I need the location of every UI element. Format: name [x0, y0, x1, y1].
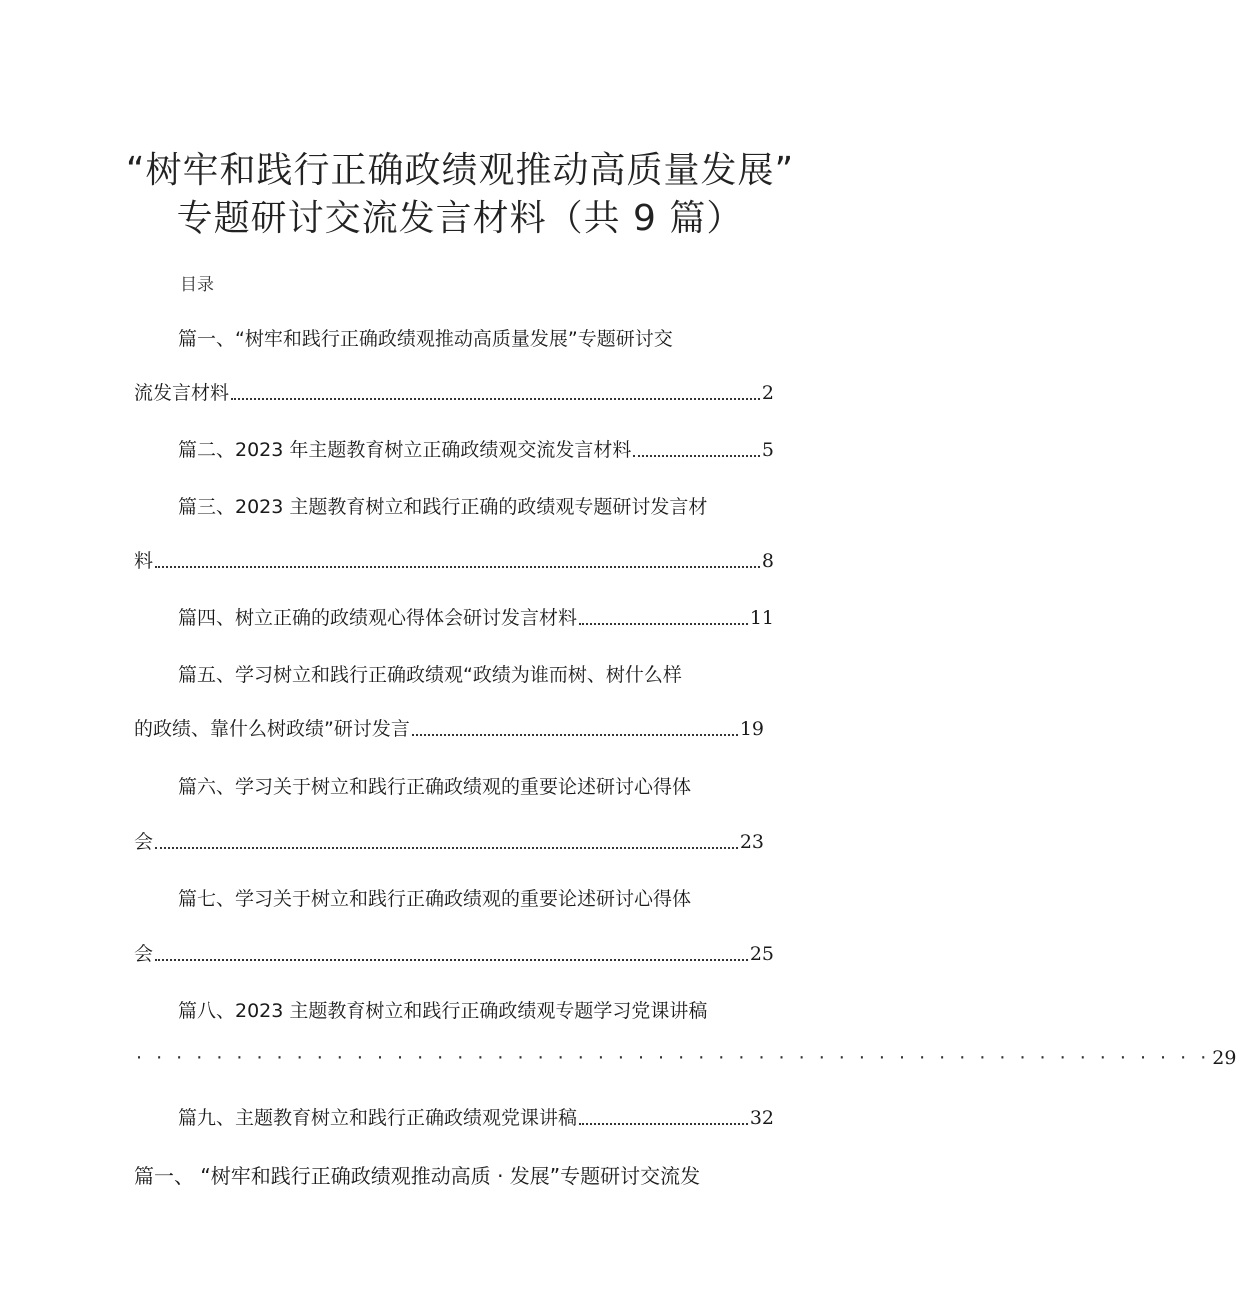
toc-entry-5-text: 的政绩、靠什么树政绩”研讨发言: [134, 718, 410, 740]
toc-entry-6-line-2[interactable]: [134, 827, 764, 854]
toc-dot-leader: [155, 566, 760, 568]
toc-entry-9[interactable]: [178, 1103, 774, 1130]
toc-entry-7-line-2[interactable]: [134, 939, 774, 966]
toc-label: 目录: [180, 275, 214, 295]
toc-entry-5-line-1[interactable]: 篇五、学习树立和践行正确政绩观“政绩为谁而树、树什么样: [178, 664, 682, 686]
toc-entry-3-line-1[interactable]: 篇三、2023 主题教育树立和践行正确的政绩观专题研讨发言材: [178, 496, 708, 518]
toc-dot-leader: [579, 623, 748, 625]
toc-entry-5-page: 19: [739, 718, 764, 740]
document-title-line-1: “树牢和践行正确政绩观推动高质量发展”: [125, 150, 795, 191]
toc-entry-1-text: 流发言材料: [134, 382, 230, 404]
toc-entry-7-text: 会: [134, 943, 154, 965]
toc-entry-1-line-2[interactable]: [134, 378, 774, 405]
toc-entry-6-page: 23: [739, 831, 764, 853]
toc-dot-leader: · · · · · · · · · · · · · · · · · · · · · · · · · · · · · · · · · · · · · · · · · · · · · · · · · · · · · ·: [136, 1047, 1211, 1069]
toc-entry-6-text: 会: [134, 831, 154, 853]
toc-entry-8-line-2[interactable]: [134, 1047, 1236, 1069]
toc-entry-1-line-1[interactable]: 篇一、“树牢和践行正确政绩观推动高质量发展”专题研讨交: [178, 328, 673, 350]
toc-entry-9-text: 篇九、主题教育树立和践行正确政绩观党课讲稿: [178, 1107, 578, 1129]
section-heading: 篇一、 “树牢和践行正确政绩观推动高质 · 发展”专题研讨交流发: [134, 1164, 701, 1188]
toc-entry-3-page: 8: [761, 550, 774, 572]
document-title-line-2: 专题研讨交流发言材料（共 9 篇）: [176, 198, 744, 239]
toc-entry-1-page: 2: [761, 382, 774, 404]
toc-entry-7-page: 25: [749, 943, 774, 965]
toc-dot-leader: [155, 847, 738, 849]
toc-entry-2-text: 篇二、2023 年主题教育树立正确政绩观交流发言材料: [178, 439, 632, 461]
toc-dot-leader: [412, 734, 738, 736]
toc-entry-8-line-1[interactable]: 篇八、2023 主题教育树立和践行正确政绩观专题学习党课讲稿: [178, 1000, 708, 1022]
toc-dot-leader: [633, 455, 760, 457]
toc-entry-3-line-2[interactable]: [134, 546, 774, 573]
toc-entry-4-page: 11: [749, 607, 774, 629]
toc-dot-leader: [155, 959, 748, 961]
toc-entry-2-page: 5: [761, 439, 774, 461]
toc-entry-8-page: 29: [1212, 1047, 1236, 1069]
toc-entry-4-text: 篇四、树立正确的政绩观心得体会研讨发言材料: [178, 607, 578, 629]
toc-entry-7-line-1[interactable]: 篇七、学习关于树立和践行正确政绩观的重要论述研讨心得体: [178, 888, 692, 910]
toc-entry-2[interactable]: [178, 435, 774, 462]
toc-dot-leader: [231, 398, 760, 400]
toc-entry-3-text: 料: [134, 550, 154, 572]
toc-entry-9-page: 32: [749, 1107, 774, 1129]
toc-dot-leader: [579, 1123, 748, 1125]
toc-entry-5-line-2[interactable]: [134, 714, 764, 741]
toc-entry-6-line-1[interactable]: 篇六、学习关于树立和践行正确政绩观的重要论述研讨心得体: [178, 776, 692, 798]
toc-entry-4[interactable]: [178, 603, 774, 630]
